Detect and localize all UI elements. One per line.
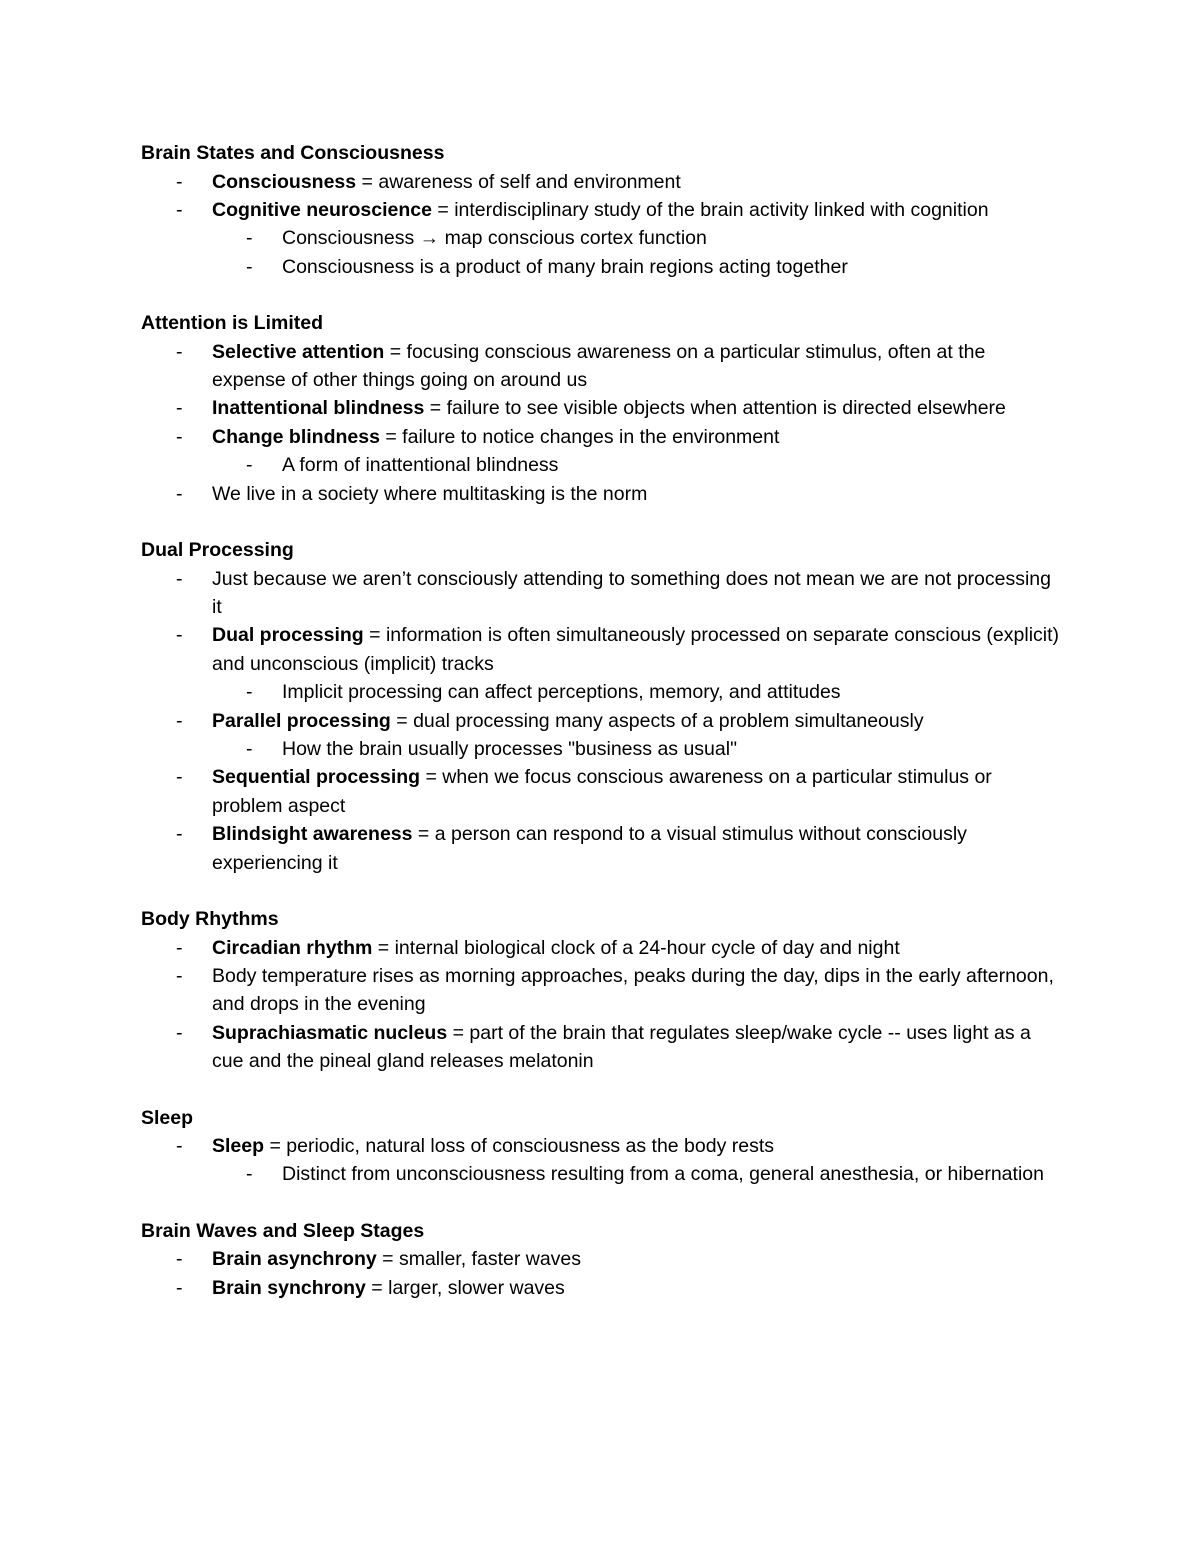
bullet-item [176,1274,1062,1302]
item-text: = periodic, natural loss of consciousness as the body rests [264,1135,775,1158]
item-text: Implicit processing can affect perceptions, memory, and attitudes [282,681,841,704]
bullet-item [176,480,1062,508]
bullet-item [176,820,1062,877]
bullet-dash: - [176,1021,183,1044]
item-text: Consciousness is a product of many brain regions acting together [282,255,848,278]
section-heading: Attention is Limited [141,312,323,335]
bullet-dash: - [176,1135,183,1158]
term: Suprachiasmatic nucleus [212,1021,448,1044]
item-text: = interdisciplinary study of the brain activity linked with cognition [431,198,989,221]
bullet-item [176,1019,1062,1076]
sub-bullet-item [246,253,1062,281]
item-text: = failure to notice changes in the environment [379,425,780,448]
term: Brain asynchrony [212,1248,377,1271]
bullet-dash: - [176,198,183,221]
bullet-item [176,168,1062,196]
bullet-dash: - [176,766,183,789]
item-text: Distinct from unconsciousness resulting from a coma, general anesthesia, or hibernation [282,1163,1044,1186]
bullet-dash: - [246,255,253,278]
bullet-dash: - [246,227,253,250]
sub-bullet-item [246,1160,1062,1188]
item-text: We live in a society where multitasking is the norm [212,482,648,505]
section-heading: Body Rhythms [141,908,279,931]
term: Consciousness [212,170,357,193]
item-text: Just because we aren’t consciously attending to something does not mean we are not processing it [212,567,1051,618]
section-body-rhythms [0,905,1200,1076]
bullet-item [176,565,1062,622]
item-text: = focusing conscious awareness on a particular stimulus, often at the expense of other things going on around us [212,340,986,392]
item-text: = dual processing many aspects of a problem simultaneously [390,709,924,732]
bullet-dash: - [176,482,183,505]
bullet-item [176,196,1062,224]
bullet-dash: - [246,1163,253,1186]
term: Sleep [212,1135,265,1158]
item-text: = internal biological clock of a 24-hour cycle of day and night [372,936,900,959]
item-text: A form of inattentional blindness [282,454,559,477]
item-text: How the brain usually processes "business as usual" [282,738,737,760]
bullet-dash: - [176,170,183,193]
item-text: = smaller, faster waves [376,1248,582,1271]
bullet-item [176,338,1062,395]
sub-bullet-item [246,678,1062,706]
item-text: = awareness of self and environment [356,170,681,193]
item-text: = failure to see visible objects when attention is directed elsewhere [424,397,1006,420]
item-text: = a person can respond to a visual stimulus without consciously experiencing it [212,823,967,874]
term: Parallel processing [212,709,391,732]
bullet-item [176,394,1062,422]
section-brain-states-and-consciousness [0,139,1200,281]
item-text: = larger, slower waves [365,1276,565,1299]
item-text: = part of the brain that regulates sleep/wake cycle -- uses light as a cue and the pineal gland releases melatonin [212,1021,1031,1073]
item-text: = when we focus conscious awareness on a particular stimulus or problem aspect [212,766,992,817]
bullet-dash: - [176,425,183,448]
section-brain-waves-and-sleep-stages [0,1217,1200,1302]
bullet-dash: - [176,1276,183,1299]
bullet-item [176,1132,1062,1160]
bullet-item [176,763,1062,820]
section-sleep [0,1104,1200,1189]
bullet-dash: - [176,1248,183,1271]
sub-bullet-item [246,224,1062,252]
term: Blindsight awareness [212,823,413,846]
section-heading: Dual Processing [141,539,294,562]
bullet-dash: - [176,709,183,732]
bullet-dash: - [176,340,183,363]
bullet-dash: - [176,936,183,959]
term: Change blindness [212,425,380,448]
item-text: Consciousness → map conscious cortex function [282,227,707,250]
section-dual-processing [0,536,1200,877]
bullet-item [176,934,1062,962]
bullet-dash: - [176,624,183,647]
sub-bullet-item [246,735,1062,763]
term: Brain synchrony [212,1276,366,1299]
section-heading: Sleep [141,1106,194,1129]
item-text: = information is often simultaneously processed on separate conscious (explicit) and unconscious (implicit) tracks [212,624,1060,675]
bullet-dash: - [246,681,253,704]
bullet-dash: - [176,964,183,987]
bullet-dash: - [176,397,183,420]
bullet-item [176,962,1062,1019]
bullet-dash: - [246,738,253,760]
term: Dual processing [212,624,364,647]
bullet-dash: - [176,567,183,590]
term: Cognitive neuroscience [212,198,432,221]
sub-bullet-item [246,451,1062,479]
item-text: Body temperature rises as morning approaches, peaks during the day, dips in the early afternoon, and drops in the evening [212,964,1054,1016]
bullet-dash: - [176,823,183,846]
bullet-item [176,1245,1062,1273]
section-heading: Brain Waves and Sleep Stages [141,1219,425,1242]
section-heading: Brain States and Consciousness [141,142,445,164]
term: Selective attention [212,340,385,363]
bullet-item [176,423,1062,451]
term: Inattentional blindness [212,397,425,420]
term: Sequential processing [212,766,421,789]
term: Circadian rhythm [212,936,373,959]
bullet-item [176,621,1062,678]
bullet-item [176,707,1062,735]
section-attention-is-limited [0,309,1200,508]
bullet-dash: - [246,454,253,477]
